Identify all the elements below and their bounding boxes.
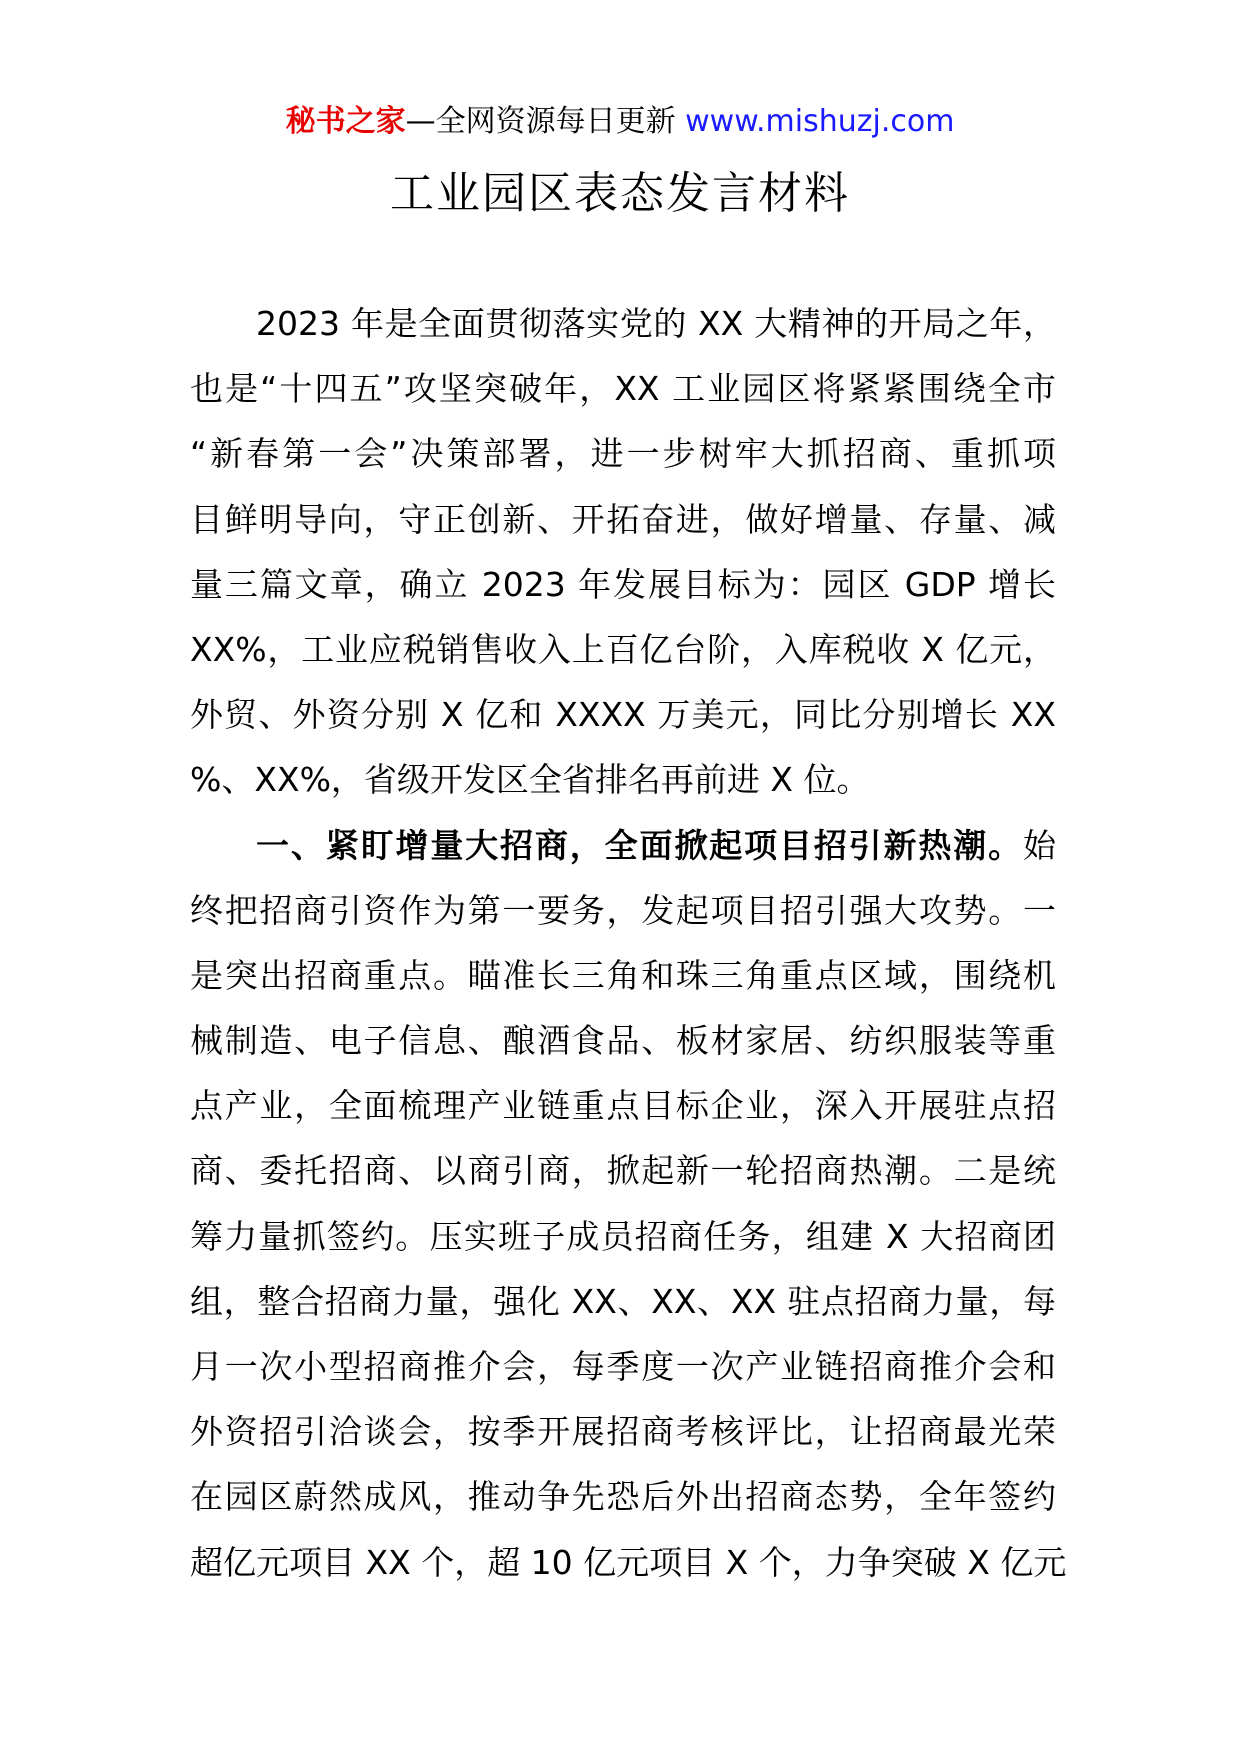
document-body (190, 291, 1067, 1595)
paragraph-line: 2023 年是全面贯彻落实党的 XX 大精神的开局之年， (256, 304, 1056, 343)
section-heading-line (190, 813, 1056, 878)
paragraph-line: 点产业，全面梳理产业链重点目标企业，深入开展驻点招 (190, 1086, 1056, 1126)
paragraph-line: 组，整合招商力量，强化 XX、XX、XX 驻点招商力量，每 (190, 1281, 1056, 1321)
section-heading: 一、紧盯增量大招商，全面掀起项目招引新热潮。 (256, 825, 1023, 865)
paragraph-text: 始 (1023, 825, 1056, 865)
document-title: 工业园区表态发言材料 (390, 168, 850, 219)
paragraph-line: 商、委托招商、以商引商，掀起新一轮招商热潮。二是统 (190, 1151, 1056, 1191)
paragraph-line: 也是“十四五”攻坚突破年，XX 工业园区将紧紧围绕全市 (190, 369, 1056, 409)
paragraph-line: 超亿元项目 XX 个，超 10 亿元项目 X 个，力争突破 X 亿元 (190, 1542, 1067, 1582)
paragraph-line: 外贸、外资分别 X 亿和 XXXX 万美元，同比分别增长 XX (190, 695, 1056, 735)
paragraph-line: 终把招商引资作为第一要务，发起项目招引强大攻势。一 (190, 890, 1056, 930)
paragraph-line: 械制造、电子信息、酿酒食品、板材家居、纺织服装等重 (190, 1021, 1056, 1061)
paragraph-line: 目鲜明导向，守正创新、开拓奋进，做好增量、存量、减 (190, 499, 1056, 539)
paragraph-line: 量三篇文章，确立 2023 年发展目标为：园区 GDP 增长 (190, 564, 1056, 604)
paragraph-line: 筹力量抓签约。压实班子成员招商任务，组建 X 大招商团 (190, 1216, 1056, 1256)
site-banner (0, 100, 1240, 144)
paragraph-line: 是突出招商重点。瞄准长三角和珠三角重点区域，围绕机 (190, 955, 1056, 995)
brand-name: 秘书之家 (285, 104, 406, 139)
paragraph-line: “新春第一会”决策部署，进一步树牢大抓招商、重抓项 (190, 434, 1056, 474)
banner-slogan: —全网资源每日更新 (405, 104, 686, 139)
site-url-link[interactable]: www.mishuzj.com (685, 104, 955, 139)
paragraph-line: %、XX%，省级开发区全省排名再前进 X 位。 (190, 760, 870, 800)
paragraph-line: 外资招引洽谈会，按季开展招商考核评比，让招商最光荣 (190, 1412, 1056, 1452)
paragraph-line: 月一次小型招商推介会，每季度一次产业链招商推介会和 (190, 1347, 1056, 1386)
paragraph-line: XX%，工业应税销售收入上百亿台阶，入库税收 X 亿元， (190, 629, 1056, 669)
paragraph-line: 在园区蔚然成风，推动争先恐后外出招商态势，全年签约 (190, 1477, 1056, 1517)
